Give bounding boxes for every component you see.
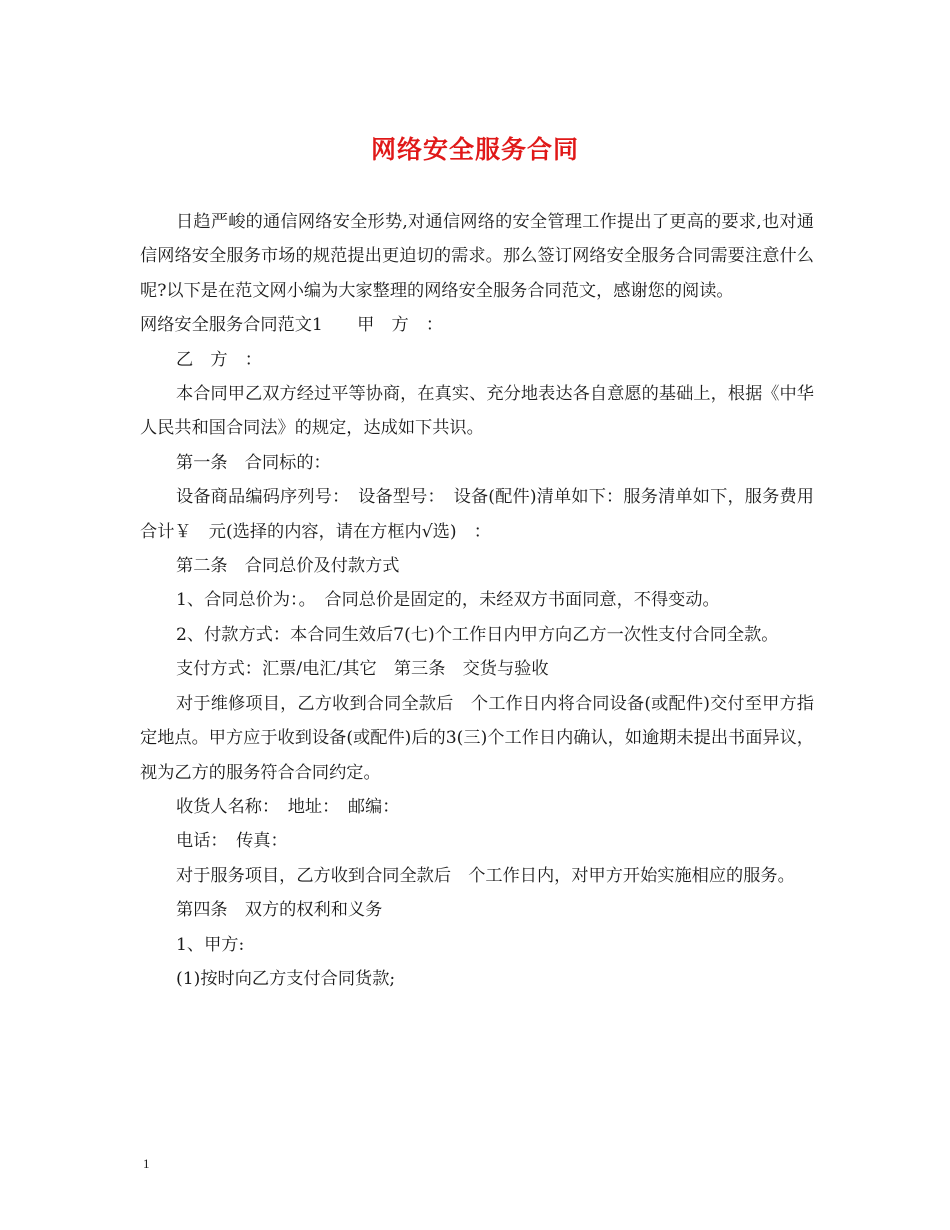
paragraph-article-4: 第四条 双方的权利和义务 [176, 900, 383, 921]
paragraph-party-a: 1、甲方: [176, 934, 245, 955]
paragraph-party-a-duty-1: (1)按时向乙方支付合同货款; [176, 968, 396, 989]
page-number: 1 [143, 1156, 150, 1171]
document-body [140, 205, 814, 996]
paragraph-payment-method: 2、付款方式：本合同生效后7(七)个工作日内甲方向乙方一次性支付合同全款。 [176, 624, 779, 645]
paragraph-article-1: 第一条 合同标的： [176, 452, 331, 473]
paragraph-consignee: 收货人名称： 地址： 邮编： [176, 796, 400, 817]
paragraph-repair-delivery: 对于维修项目，乙方收到合同全款后 个工作日内将合同设备(或配件)交付至甲方指定地点。甲方应于收到设备(或配件)后的3(三)个工作日内确认，如逾期未提出书面异议，视为乙方的服务符合合同约定。 [140, 693, 814, 783]
document-title: 网络安全服务合同 [370, 135, 579, 164]
paragraph-intro: 日趋严峻的通信网络安全形势,对通信网络的安全管理工作提出了更高的要求,也对通信网络安全服务市场的规范提出更迫切的需求。那么签订网络安全服务合同需要注意什么呢?以下是在范文网小编为大家整理的网络安全服务合同范文，感谢您的阅读。 [140, 212, 814, 301]
paragraph-article-2: 第二条 合同总价及付款方式 [176, 556, 400, 577]
paragraph-party-b: 乙 方 ： [176, 349, 262, 370]
paragraph-service-items: 对于服务项目，乙方收到合同全款后 个工作日内，对甲方开始实施相应的服务。 [176, 865, 795, 886]
paragraph-phone-fax: 电话： 传真： [176, 831, 288, 852]
paragraph-equipment: 设备商品编码序列号： 设备型号： 设备(配件)清单如下：服务清单如下，服务费用合计￥ 元(选择的内容，请在方框内√选) ： [140, 487, 814, 542]
paragraph-payment-type: 支付方式：汇票/电汇/其它 第三条 交货与验收 [176, 659, 549, 680]
paragraph-total-price: 1、合同总价为：。 合同总价是固定的，未经双方书面同意，不得变动。 [176, 590, 720, 611]
paragraph-contract-heading: 网络安全服务合同范文1 甲 方 ： [140, 315, 444, 336]
paragraph-agreement: 本合同甲乙双方经过平等协商，在真实、充分地表达各自意愿的基础上，根据《中华人民共和国合同法》的规定，达成如下共识。 [140, 384, 814, 439]
